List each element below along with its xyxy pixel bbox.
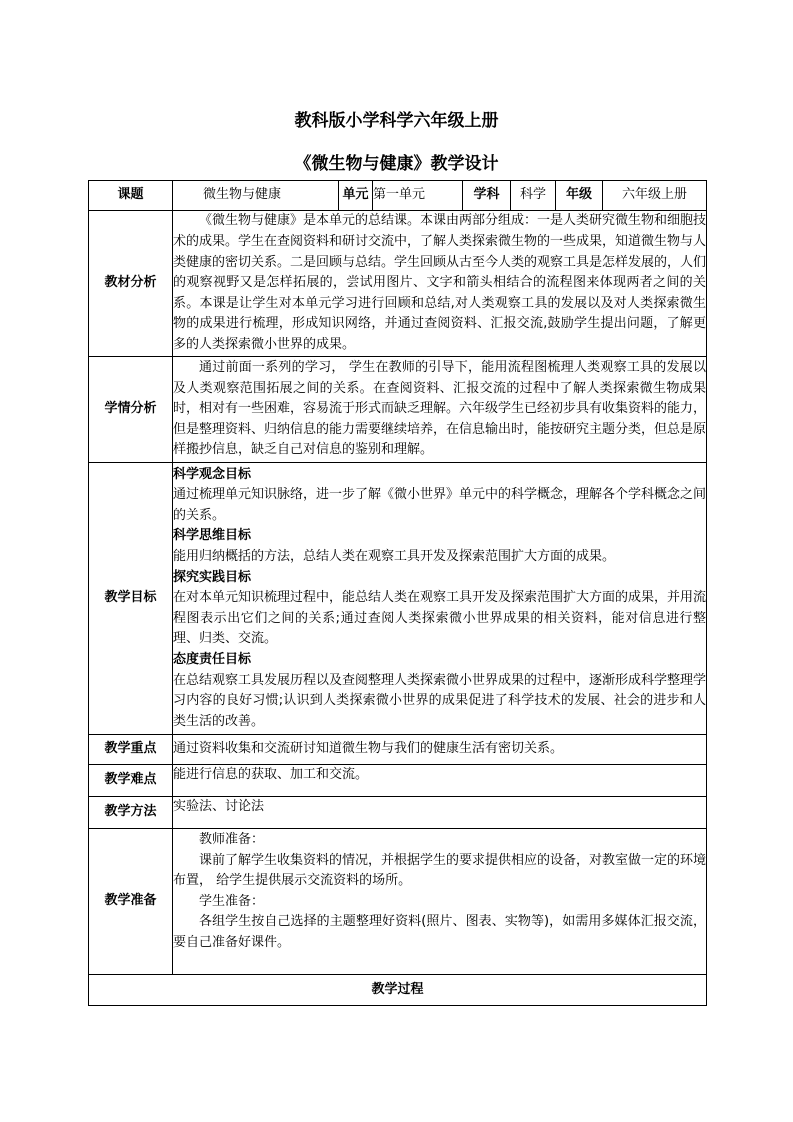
goal-heading: 科学思维目标 (173, 528, 252, 544)
prep-line: 教师准备： (199, 832, 265, 847)
header-row (89, 181, 707, 211)
course-value: 微生物与健康 (173, 181, 339, 211)
prep-line: 各组学生按自己选择的主题整理好资料(照片、图表、实物等)，如需用多媒体汇报交流，要自己准备好课件。 (173, 914, 706, 950)
students-text: 通过前面一系列的学习， 学生在教师的引导下，能用流程图梳理人类观察工具的发展以及人类观察范围拓展之间的关系。在查阅资料、汇报交流的过程中了解人类探索微生物成果时，相对有一些困难，容易流于形式而缺乏理解。六年级学生已经初步具有收集资料的能力，但是整理资料、归纳信息的能力需要继续培养，在信息输出时，能按研究主题分类，但总是原样搬抄信息，缺乏自己对信息的鉴别和理解。 (173, 360, 707, 458)
course-label: 课题 (89, 181, 173, 211)
goal-text: 通过梳理单元知识脉络，进一步了解《微小世界》单元中的科学概念，理解各个学科概念之间的关系。 (173, 487, 707, 523)
goals-row (89, 463, 707, 735)
goal-heading: 科学观念目标 (173, 466, 252, 482)
lesson-plan-table (88, 180, 707, 1006)
students-label: 学情分析 (89, 357, 173, 463)
material-row (89, 211, 707, 357)
students-row (89, 357, 707, 463)
unit-label: 单元 (339, 181, 373, 211)
key-point-text: 通过资料收集和交流研讨知道微生物与我们的健康生活有密切关系。 (173, 735, 707, 765)
goal-heading: 态度责任目标 (173, 651, 252, 667)
material-label: 教材分析 (89, 211, 173, 357)
prep-line: 课前了解学生收集资料的情况，并根据学生的要求提供相应的设备，对教室做一定的环境布置， 给学生提供展示交流资料的场所。 (173, 852, 707, 889)
key-point-row (89, 735, 707, 765)
goal-text: 在总结观察工具发展历程以及查阅整理人类探索微小世界成果的过程中，逐渐形成科学整理学习内容的良好习惯;认识到人类探索微小世界的成果促进了科学技术的发展、社会的进步和人类生活的改善。 (173, 672, 707, 729)
preparation-row (89, 829, 707, 975)
grade-value: 六年级上册 (603, 181, 707, 211)
method-row (89, 797, 707, 829)
method-text: 实验法、讨论法 (173, 797, 707, 829)
document-title: 教科版小学科学六年级上册 (294, 111, 499, 131)
prep-line: 学生准备： (199, 893, 265, 909)
method-label: 教学方法 (89, 797, 173, 829)
goal-text: 能用归纳概括的方法，总结人类在观察工具开发及探索范围扩大方面的成果。 (173, 549, 616, 565)
difficulty-label: 教学难点 (89, 765, 173, 797)
key-point-label: 教学重点 (89, 735, 173, 765)
grade-label: 年级 (556, 181, 603, 211)
process-heading: 教学过程 (89, 975, 707, 1006)
goal-heading: 探究实践目标 (173, 569, 252, 585)
unit-value: 第一单元 (373, 181, 463, 211)
material-text: 《微生物与健康》是本单元的总结课。本课由两部分组成：一是人类研究微生物和细胞技术的成果。学生在查阅资料和研讨交流中，了解人类探索微生物的一些成果，知道微生物与人类健康的密切关系。二是回顾与总结。学生回顾从古至今人类的观察工具是怎样发展的，人们的观察视野又是怎样拓展的，尝试用图片、文字和箭头相结合的流程图来体现两者之间的关系。本课是让学生对本单元学习进行回顾和总结,对人类观察工具的发展以及对人类探索微生物的成果进行梳理，形成知识网络，并通过查阅资料、汇报交流,鼓励学生提出问题，了解更多的人类探索微小世界的成果。 (173, 213, 707, 352)
subject-label: 学科 (463, 181, 511, 211)
preparation-label: 教学准备 (89, 829, 173, 975)
goal-text: 在对本单元知识梳理过程中，能总结人类在观察工具开发及探索范围扩大方面的成果，并用流程图表示出它们之间的关系;通过查阅人类探索微小世界成果的相关资料，能对信息进行整理、归类、交流。 (173, 590, 707, 647)
subject-value: 科学 (511, 181, 556, 211)
process-row (89, 975, 707, 1006)
goals-label: 教学目标 (89, 463, 173, 735)
document-subtitle: 《微生物与健康》教学设计 (294, 154, 499, 174)
difficulty-text: 能进行信息的获取、加工和交流。 (173, 765, 707, 797)
difficulty-row (89, 765, 707, 797)
